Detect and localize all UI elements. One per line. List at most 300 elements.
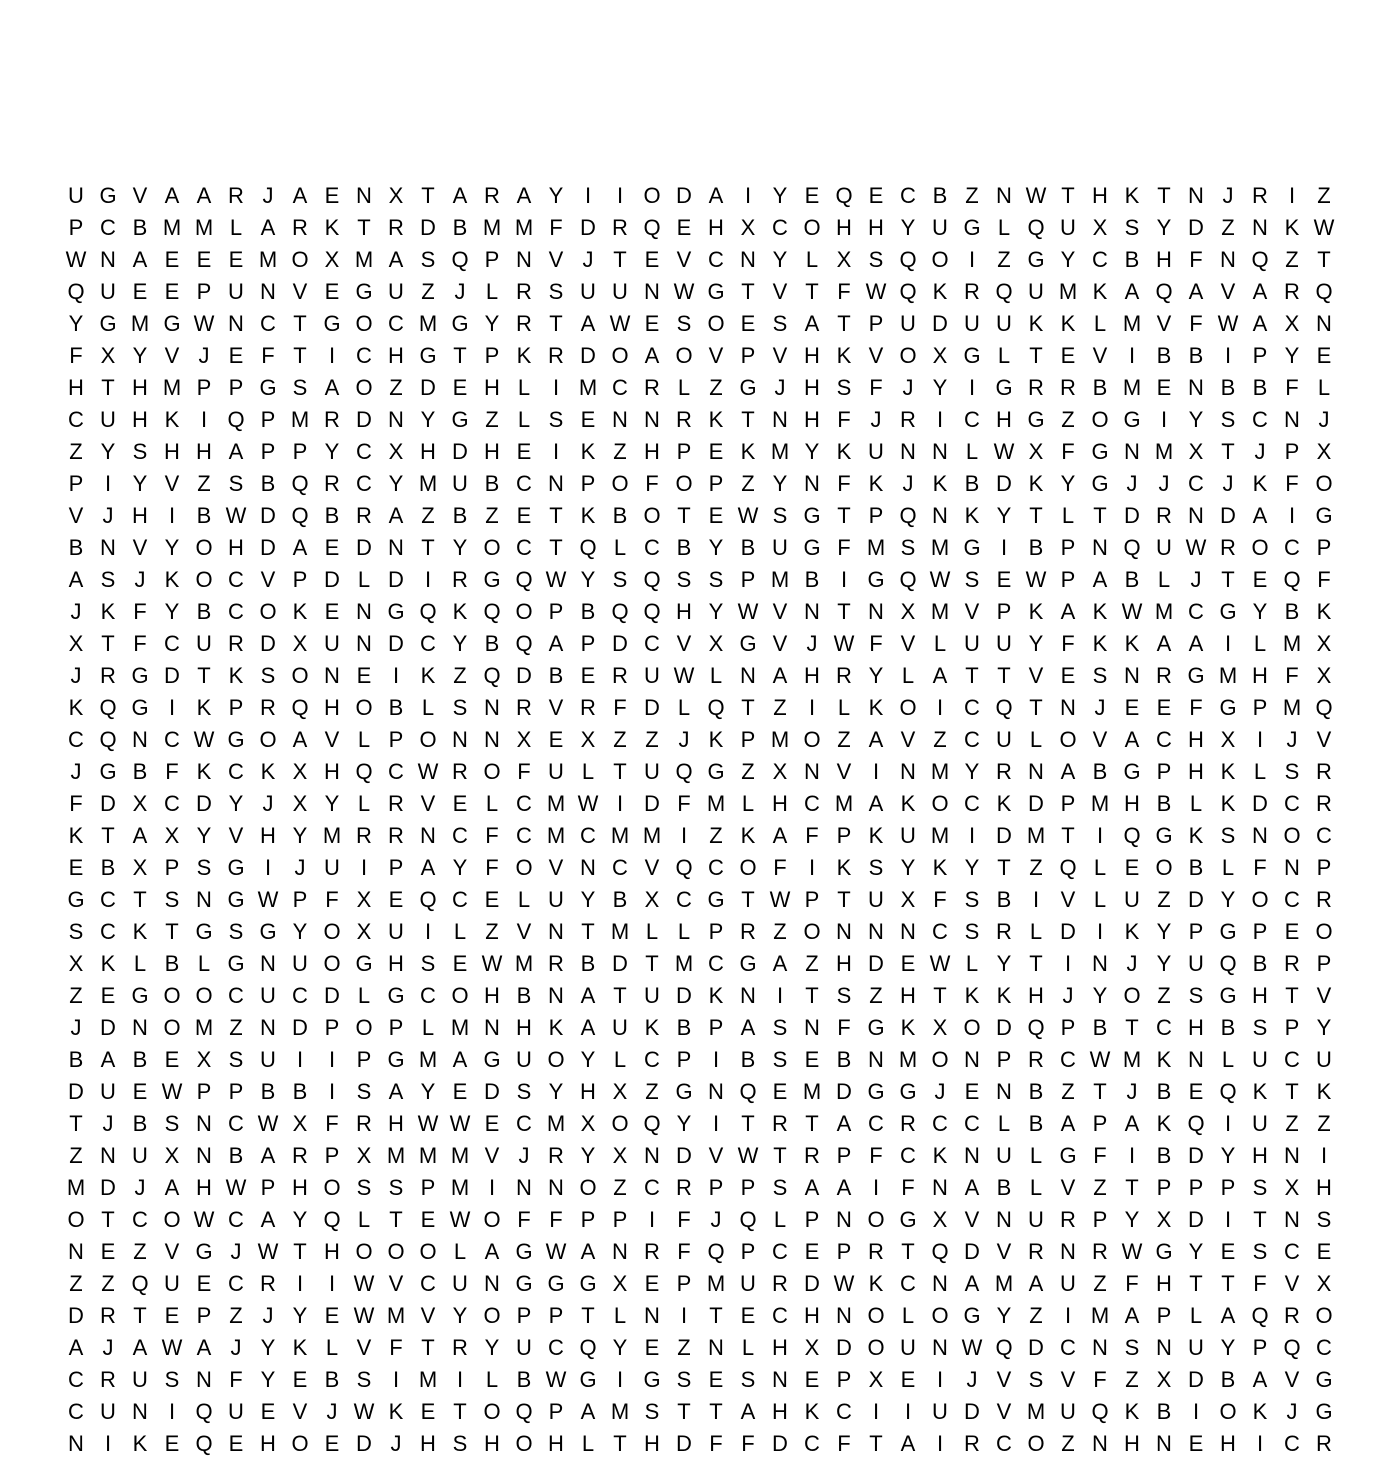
letter-cell[interactable]: K bbox=[548, 1015, 564, 1040]
letter-cell[interactable]: T bbox=[677, 503, 691, 528]
letter-cell[interactable]: N bbox=[932, 1175, 948, 1200]
letter-cell[interactable]: V bbox=[132, 535, 148, 560]
letter-cell[interactable]: V bbox=[164, 1239, 180, 1264]
letter-cell[interactable]: Q bbox=[931, 1239, 949, 1264]
letter-cell[interactable]: B bbox=[196, 599, 212, 624]
letter-cell[interactable]: L bbox=[325, 1335, 339, 1360]
letter-cell[interactable]: E bbox=[1156, 695, 1172, 720]
letter-cell[interactable]: T bbox=[1157, 183, 1171, 208]
letter-cell[interactable]: O bbox=[483, 1399, 501, 1424]
letter-cell[interactable]: Y bbox=[1156, 951, 1172, 976]
letter-cell[interactable]: J bbox=[262, 183, 274, 208]
letter-cell[interactable]: G bbox=[899, 1207, 917, 1232]
letter-cell[interactable]: D bbox=[964, 1239, 980, 1264]
letter-cell[interactable]: Z bbox=[709, 375, 723, 400]
letter-cell[interactable]: X bbox=[1220, 727, 1236, 752]
letter-cell[interactable]: I bbox=[712, 1111, 720, 1136]
letter-cell[interactable]: U bbox=[324, 855, 340, 880]
letter-cell[interactable]: C bbox=[132, 1207, 148, 1232]
letter-cell[interactable]: T bbox=[293, 343, 307, 368]
letter-cell[interactable]: V bbox=[516, 919, 532, 944]
letter-cell[interactable]: Z bbox=[197, 471, 211, 496]
letter-cell[interactable]: E bbox=[1316, 343, 1332, 368]
letter-cell[interactable]: F bbox=[325, 887, 339, 912]
letter-cell[interactable]: H bbox=[260, 823, 276, 848]
letter-cell[interactable]: C bbox=[68, 1367, 84, 1392]
letter-cell[interactable]: R bbox=[484, 183, 500, 208]
letter-cell[interactable]: Z bbox=[1317, 183, 1331, 208]
letter-cell[interactable]: F bbox=[133, 599, 147, 624]
letter-cell[interactable]: S bbox=[740, 1367, 756, 1392]
letter-cell[interactable]: K bbox=[996, 983, 1012, 1008]
letter-cell[interactable]: D bbox=[516, 663, 532, 688]
letter-cell[interactable]: G bbox=[579, 1271, 597, 1296]
letter-cell[interactable]: D bbox=[1124, 503, 1140, 528]
letter-cell[interactable]: L bbox=[485, 791, 499, 816]
letter-cell[interactable]: T bbox=[613, 983, 627, 1008]
letter-cell[interactable]: M bbox=[1154, 439, 1174, 464]
letter-cell[interactable]: Q bbox=[1283, 1335, 1301, 1360]
letter-cell[interactable]: A bbox=[68, 1335, 84, 1360]
letter-cell[interactable]: Q bbox=[323, 1207, 341, 1232]
letter-cell[interactable]: Q bbox=[995, 1335, 1013, 1360]
letter-cell[interactable]: B bbox=[1252, 375, 1268, 400]
letter-cell[interactable]: H bbox=[484, 1431, 500, 1456]
letter-cell[interactable]: P bbox=[292, 567, 308, 592]
letter-cell[interactable]: A bbox=[228, 439, 244, 464]
letter-cell[interactable]: V bbox=[388, 1271, 404, 1296]
letter-cell[interactable]: A bbox=[260, 1207, 276, 1232]
letter-cell[interactable]: I bbox=[1096, 823, 1104, 848]
letter-cell[interactable]: P bbox=[708, 1015, 724, 1040]
letter-cell[interactable]: X bbox=[900, 887, 916, 912]
letter-cell[interactable]: P bbox=[420, 1175, 436, 1200]
letter-cell[interactable]: Q bbox=[899, 279, 917, 304]
letter-cell[interactable]: L bbox=[997, 1111, 1011, 1136]
letter-cell[interactable]: I bbox=[296, 1047, 304, 1072]
letter-cell[interactable]: P bbox=[484, 247, 500, 272]
letter-cell[interactable]: C bbox=[516, 823, 532, 848]
letter-cell[interactable]: R bbox=[516, 695, 532, 720]
letter-cell[interactable]: V bbox=[900, 631, 916, 656]
letter-cell[interactable]: V bbox=[420, 791, 436, 816]
letter-cell[interactable]: B bbox=[1156, 343, 1172, 368]
letter-cell[interactable]: Q bbox=[739, 1079, 757, 1104]
letter-cell[interactable]: A bbox=[1060, 759, 1076, 784]
letter-cell[interactable]: H bbox=[132, 407, 148, 432]
letter-cell[interactable]: N bbox=[484, 695, 500, 720]
letter-cell[interactable]: H bbox=[420, 1431, 436, 1456]
letter-cell[interactable]: U bbox=[1060, 1271, 1076, 1296]
letter-cell[interactable]: U bbox=[900, 823, 916, 848]
letter-cell[interactable]: H bbox=[996, 407, 1012, 432]
letter-cell[interactable]: E bbox=[132, 279, 148, 304]
letter-cell[interactable]: N bbox=[196, 1367, 212, 1392]
letter-cell[interactable]: W bbox=[1121, 1239, 1143, 1264]
letter-cell[interactable]: Y bbox=[452, 535, 468, 560]
letter-cell[interactable]: N bbox=[68, 1431, 84, 1456]
letter-cell[interactable]: Q bbox=[579, 1335, 597, 1360]
letter-cell[interactable]: C bbox=[1316, 1335, 1332, 1360]
letter-cell[interactable]: S bbox=[420, 247, 436, 272]
letter-cell[interactable]: M bbox=[1026, 1399, 1046, 1424]
letter-cell[interactable]: N bbox=[740, 247, 756, 272]
letter-cell[interactable]: C bbox=[516, 1111, 532, 1136]
letter-cell[interactable]: F bbox=[869, 375, 883, 400]
letter-cell[interactable]: Q bbox=[227, 407, 245, 432]
letter-cell[interactable]: K bbox=[292, 599, 308, 624]
letter-cell[interactable]: Q bbox=[899, 247, 917, 272]
letter-cell[interactable]: D bbox=[836, 1079, 852, 1104]
letter-cell[interactable]: E bbox=[260, 1399, 276, 1424]
letter-cell[interactable]: S bbox=[772, 1015, 788, 1040]
letter-cell[interactable]: K bbox=[1124, 1399, 1140, 1424]
letter-cell[interactable]: Y bbox=[292, 1207, 308, 1232]
letter-cell[interactable]: A bbox=[772, 663, 788, 688]
letter-cell[interactable]: T bbox=[709, 1399, 723, 1424]
letter-cell[interactable]: R bbox=[580, 695, 596, 720]
letter-cell[interactable]: X bbox=[580, 1111, 596, 1136]
letter-cell[interactable]: D bbox=[356, 407, 372, 432]
letter-cell[interactable]: C bbox=[900, 1271, 916, 1296]
letter-cell[interactable]: Y bbox=[708, 599, 724, 624]
letter-cell[interactable]: U bbox=[900, 1335, 916, 1360]
letter-cell[interactable]: V bbox=[356, 1335, 372, 1360]
letter-cell[interactable]: C bbox=[100, 215, 116, 240]
letter-cell[interactable]: N bbox=[132, 1015, 148, 1040]
letter-cell[interactable]: L bbox=[581, 1431, 595, 1456]
letter-cell[interactable]: T bbox=[837, 887, 851, 912]
letter-cell[interactable]: T bbox=[837, 599, 851, 624]
letter-cell[interactable]: N bbox=[644, 1143, 660, 1168]
letter-cell[interactable]: F bbox=[549, 215, 563, 240]
letter-cell[interactable]: C bbox=[292, 983, 308, 1008]
letter-cell[interactable]: C bbox=[356, 343, 372, 368]
letter-cell[interactable]: Q bbox=[579, 535, 597, 560]
letter-cell[interactable]: P bbox=[324, 1015, 340, 1040]
letter-cell[interactable]: B bbox=[1028, 1079, 1044, 1104]
letter-cell[interactable]: D bbox=[420, 215, 436, 240]
letter-cell[interactable]: H bbox=[1188, 1015, 1204, 1040]
letter-cell[interactable]: S bbox=[676, 311, 692, 336]
letter-cell[interactable]: W bbox=[865, 279, 887, 304]
letter-cell[interactable]: Y bbox=[772, 247, 788, 272]
letter-cell[interactable]: Z bbox=[1061, 1431, 1075, 1456]
letter-cell[interactable]: Y bbox=[580, 567, 596, 592]
letter-cell[interactable]: P bbox=[996, 599, 1012, 624]
letter-cell[interactable]: Y bbox=[292, 1303, 308, 1328]
letter-cell[interactable]: R bbox=[1028, 1047, 1044, 1072]
letter-cell[interactable]: N bbox=[1284, 1143, 1300, 1168]
letter-cell[interactable]: P bbox=[676, 1271, 692, 1296]
letter-cell[interactable]: K bbox=[1060, 311, 1076, 336]
letter-cell[interactable]: I bbox=[456, 1367, 464, 1392]
letter-cell[interactable]: K bbox=[1316, 599, 1332, 624]
letter-cell[interactable]: I bbox=[744, 183, 752, 208]
letter-cell[interactable]: G bbox=[963, 1303, 981, 1328]
letter-cell[interactable]: W bbox=[673, 663, 695, 688]
letter-cell[interactable]: K bbox=[932, 855, 948, 880]
letter-cell[interactable]: S bbox=[452, 1431, 468, 1456]
letter-cell[interactable]: D bbox=[100, 1015, 116, 1040]
letter-cell[interactable]: U bbox=[1252, 1047, 1268, 1072]
letter-cell[interactable]: M bbox=[578, 375, 598, 400]
letter-cell[interactable]: Y bbox=[612, 1335, 628, 1360]
letter-cell[interactable]: I bbox=[616, 1367, 624, 1392]
letter-cell[interactable]: Q bbox=[291, 471, 309, 496]
letter-cell[interactable]: X bbox=[516, 727, 532, 752]
letter-cell[interactable]: T bbox=[741, 279, 755, 304]
letter-cell[interactable]: Z bbox=[869, 983, 883, 1008]
letter-cell[interactable]: G bbox=[1315, 1367, 1333, 1392]
letter-cell[interactable]: E bbox=[1188, 1431, 1204, 1456]
letter-cell[interactable]: B bbox=[1220, 375, 1236, 400]
letter-cell[interactable]: C bbox=[516, 535, 532, 560]
letter-cell[interactable]: Z bbox=[69, 983, 83, 1008]
letter-cell[interactable]: X bbox=[644, 887, 660, 912]
letter-cell[interactable]: W bbox=[737, 599, 759, 624]
letter-cell[interactable]: C bbox=[932, 1111, 948, 1136]
letter-cell[interactable]: S bbox=[1124, 1335, 1140, 1360]
letter-cell[interactable]: J bbox=[1222, 471, 1234, 496]
letter-cell[interactable]: K bbox=[1252, 1399, 1268, 1424]
letter-cell[interactable]: P bbox=[68, 471, 84, 496]
letter-cell[interactable]: O bbox=[291, 1431, 309, 1456]
letter-cell[interactable]: B bbox=[1252, 951, 1268, 976]
letter-cell[interactable]: U bbox=[964, 311, 980, 336]
letter-cell[interactable]: F bbox=[325, 1111, 339, 1136]
letter-cell[interactable]: O bbox=[259, 727, 277, 752]
letter-cell[interactable]: G bbox=[451, 407, 469, 432]
letter-cell[interactable]: R bbox=[996, 919, 1012, 944]
letter-cell[interactable]: H bbox=[1188, 727, 1204, 752]
letter-cell[interactable]: G bbox=[707, 279, 725, 304]
letter-cell[interactable]: T bbox=[1061, 823, 1075, 848]
letter-cell[interactable]: X bbox=[356, 887, 372, 912]
letter-cell[interactable]: O bbox=[259, 599, 277, 624]
letter-cell[interactable]: I bbox=[1224, 1207, 1232, 1232]
letter-cell[interactable]: I bbox=[1128, 343, 1136, 368]
letter-cell[interactable]: L bbox=[133, 951, 147, 976]
letter-cell[interactable]: O bbox=[163, 1207, 181, 1232]
letter-cell[interactable]: N bbox=[900, 919, 916, 944]
letter-cell[interactable]: M bbox=[898, 1047, 918, 1072]
letter-cell[interactable]: N bbox=[100, 1143, 116, 1168]
letter-cell[interactable]: O bbox=[163, 983, 181, 1008]
letter-cell[interactable]: F bbox=[517, 1207, 531, 1232]
letter-cell[interactable]: X bbox=[900, 599, 916, 624]
letter-cell[interactable]: U bbox=[1060, 1399, 1076, 1424]
letter-cell[interactable]: Y bbox=[420, 1079, 436, 1104]
letter-cell[interactable]: E bbox=[644, 247, 660, 272]
letter-cell[interactable]: O bbox=[419, 1239, 437, 1264]
letter-cell[interactable]: I bbox=[968, 823, 976, 848]
letter-cell[interactable]: V bbox=[1284, 1271, 1300, 1296]
letter-cell[interactable]: I bbox=[808, 855, 816, 880]
letter-cell[interactable]: G bbox=[963, 215, 981, 240]
letter-cell[interactable]: E bbox=[484, 887, 500, 912]
letter-cell[interactable]: B bbox=[132, 215, 148, 240]
letter-cell[interactable]: P bbox=[836, 1143, 852, 1168]
letter-cell[interactable]: C bbox=[420, 1271, 436, 1296]
letter-cell[interactable]: E bbox=[900, 1367, 916, 1392]
letter-cell[interactable]: E bbox=[1188, 1079, 1204, 1104]
letter-cell[interactable]: X bbox=[1156, 1367, 1172, 1392]
letter-cell[interactable]: Y bbox=[708, 535, 724, 560]
letter-cell[interactable]: N bbox=[1188, 375, 1204, 400]
letter-cell[interactable]: Y bbox=[1124, 1207, 1140, 1232]
letter-cell[interactable]: I bbox=[1096, 919, 1104, 944]
letter-cell[interactable]: I bbox=[328, 1079, 336, 1104]
letter-cell[interactable]: R bbox=[868, 1239, 884, 1264]
letter-cell[interactable]: M bbox=[642, 823, 662, 848]
letter-cell[interactable]: U bbox=[996, 631, 1012, 656]
letter-cell[interactable]: C bbox=[612, 855, 628, 880]
letter-cell[interactable]: H bbox=[804, 1303, 820, 1328]
letter-cell[interactable]: S bbox=[196, 855, 212, 880]
letter-cell[interactable]: E bbox=[292, 1367, 308, 1392]
letter-cell[interactable]: E bbox=[548, 727, 564, 752]
letter-cell[interactable]: H bbox=[420, 439, 436, 464]
letter-cell[interactable]: Y bbox=[996, 951, 1012, 976]
letter-cell[interactable]: H bbox=[676, 599, 692, 624]
letter-cell[interactable]: N bbox=[1188, 183, 1204, 208]
letter-cell[interactable]: E bbox=[420, 1207, 436, 1232]
letter-cell[interactable]: D bbox=[996, 1015, 1012, 1040]
letter-cell[interactable]: R bbox=[1252, 183, 1268, 208]
letter-cell[interactable]: M bbox=[1218, 663, 1238, 688]
letter-cell[interactable]: B bbox=[1188, 343, 1204, 368]
letter-cell[interactable]: X bbox=[1316, 439, 1332, 464]
letter-cell[interactable]: F bbox=[261, 343, 275, 368]
letter-cell[interactable]: G bbox=[355, 951, 373, 976]
letter-cell[interactable]: P bbox=[1252, 1335, 1268, 1360]
letter-cell[interactable]: O bbox=[419, 727, 437, 752]
letter-cell[interactable]: X bbox=[292, 759, 308, 784]
letter-cell[interactable]: G bbox=[707, 759, 725, 784]
letter-cell[interactable]: V bbox=[484, 1143, 500, 1168]
letter-cell[interactable]: M bbox=[610, 1399, 630, 1424]
letter-cell[interactable]: E bbox=[324, 1303, 340, 1328]
letter-cell[interactable]: P bbox=[324, 1143, 340, 1168]
letter-cell[interactable]: G bbox=[675, 1079, 693, 1104]
letter-cell[interactable]: E bbox=[644, 311, 660, 336]
letter-cell[interactable]: E bbox=[420, 1399, 436, 1424]
letter-cell[interactable]: R bbox=[836, 663, 852, 688]
letter-cell[interactable]: T bbox=[581, 1303, 595, 1328]
letter-cell[interactable]: C bbox=[452, 887, 468, 912]
letter-cell[interactable]: M bbox=[930, 759, 950, 784]
letter-cell[interactable]: W bbox=[417, 759, 439, 784]
letter-cell[interactable]: V bbox=[676, 247, 692, 272]
letter-cell[interactable]: D bbox=[612, 951, 628, 976]
letter-cell[interactable]: L bbox=[1029, 919, 1043, 944]
letter-cell[interactable]: V bbox=[1284, 1367, 1300, 1392]
letter-cell[interactable]: R bbox=[1284, 279, 1300, 304]
letter-cell[interactable]: C bbox=[228, 759, 244, 784]
letter-cell[interactable]: L bbox=[645, 919, 659, 944]
letter-cell[interactable]: D bbox=[996, 471, 1012, 496]
letter-cell[interactable]: C bbox=[900, 1143, 916, 1168]
letter-cell[interactable]: H bbox=[772, 1399, 788, 1424]
letter-cell[interactable]: T bbox=[293, 1239, 307, 1264]
letter-cell[interactable]: M bbox=[194, 1015, 214, 1040]
letter-cell[interactable]: I bbox=[936, 1367, 944, 1392]
letter-cell[interactable]: Z bbox=[773, 695, 787, 720]
letter-cell[interactable]: P bbox=[708, 919, 724, 944]
letter-cell[interactable]: N bbox=[1156, 1431, 1172, 1456]
letter-cell[interactable]: P bbox=[548, 1399, 564, 1424]
letter-cell[interactable]: M bbox=[770, 727, 790, 752]
letter-cell[interactable]: N bbox=[388, 535, 404, 560]
letter-cell[interactable]: Q bbox=[419, 887, 437, 912]
letter-cell[interactable]: A bbox=[292, 535, 308, 560]
letter-cell[interactable]: P bbox=[548, 599, 564, 624]
letter-cell[interactable]: M bbox=[162, 375, 182, 400]
letter-cell[interactable]: Y bbox=[1156, 919, 1172, 944]
letter-cell[interactable]: G bbox=[195, 1239, 213, 1264]
letter-cell[interactable]: G bbox=[355, 279, 373, 304]
letter-cell[interactable]: I bbox=[200, 407, 208, 432]
letter-cell[interactable]: K bbox=[900, 1015, 916, 1040]
letter-cell[interactable]: O bbox=[675, 343, 693, 368]
letter-cell[interactable]: W bbox=[449, 1111, 471, 1136]
letter-cell[interactable]: H bbox=[644, 1431, 660, 1456]
letter-cell[interactable]: N bbox=[804, 599, 820, 624]
letter-cell[interactable]: F bbox=[133, 631, 147, 656]
letter-cell[interactable]: J bbox=[1286, 727, 1298, 752]
letter-cell[interactable]: G bbox=[867, 567, 885, 592]
letter-cell[interactable]: J bbox=[1318, 407, 1330, 432]
letter-cell[interactable]: H bbox=[1316, 1175, 1332, 1200]
letter-cell[interactable]: R bbox=[292, 215, 308, 240]
letter-cell[interactable]: J bbox=[1126, 471, 1138, 496]
letter-cell[interactable]: X bbox=[292, 1111, 308, 1136]
letter-cell[interactable]: S bbox=[868, 247, 884, 272]
letter-cell[interactable]: I bbox=[968, 375, 976, 400]
letter-cell[interactable]: J bbox=[102, 1111, 114, 1136]
letter-cell[interactable]: R bbox=[676, 1175, 692, 1200]
letter-cell[interactable]: A bbox=[1252, 1367, 1268, 1392]
letter-cell[interactable]: R bbox=[1060, 375, 1076, 400]
letter-cell[interactable]: H bbox=[324, 1239, 340, 1264]
letter-cell[interactable]: G bbox=[195, 919, 213, 944]
letter-cell[interactable]: Y bbox=[548, 183, 564, 208]
letter-cell[interactable]: Z bbox=[613, 1175, 627, 1200]
letter-cell[interactable]: V bbox=[548, 247, 564, 272]
letter-cell[interactable]: T bbox=[1029, 343, 1043, 368]
letter-cell[interactable]: G bbox=[963, 343, 981, 368]
letter-cell[interactable]: S bbox=[164, 1367, 180, 1392]
letter-cell[interactable]: K bbox=[1092, 631, 1108, 656]
letter-cell[interactable]: D bbox=[68, 1079, 84, 1104]
letter-cell[interactable]: H bbox=[1220, 1431, 1236, 1456]
letter-cell[interactable]: T bbox=[805, 1111, 819, 1136]
letter-cell[interactable]: C bbox=[388, 311, 404, 336]
letter-cell[interactable]: D bbox=[932, 311, 948, 336]
letter-cell[interactable]: Q bbox=[835, 183, 853, 208]
letter-cell[interactable]: O bbox=[291, 663, 309, 688]
letter-cell[interactable]: C bbox=[1284, 1047, 1300, 1072]
letter-cell[interactable]: A bbox=[420, 855, 436, 880]
letter-cell[interactable]: X bbox=[1284, 1175, 1300, 1200]
letter-cell[interactable]: A bbox=[452, 183, 468, 208]
letter-cell[interactable]: W bbox=[1089, 1047, 1111, 1072]
letter-cell[interactable]: U bbox=[1124, 887, 1140, 912]
letter-cell[interactable]: H bbox=[1252, 983, 1268, 1008]
letter-cell[interactable]: M bbox=[930, 599, 950, 624]
letter-cell[interactable]: G bbox=[227, 855, 245, 880]
